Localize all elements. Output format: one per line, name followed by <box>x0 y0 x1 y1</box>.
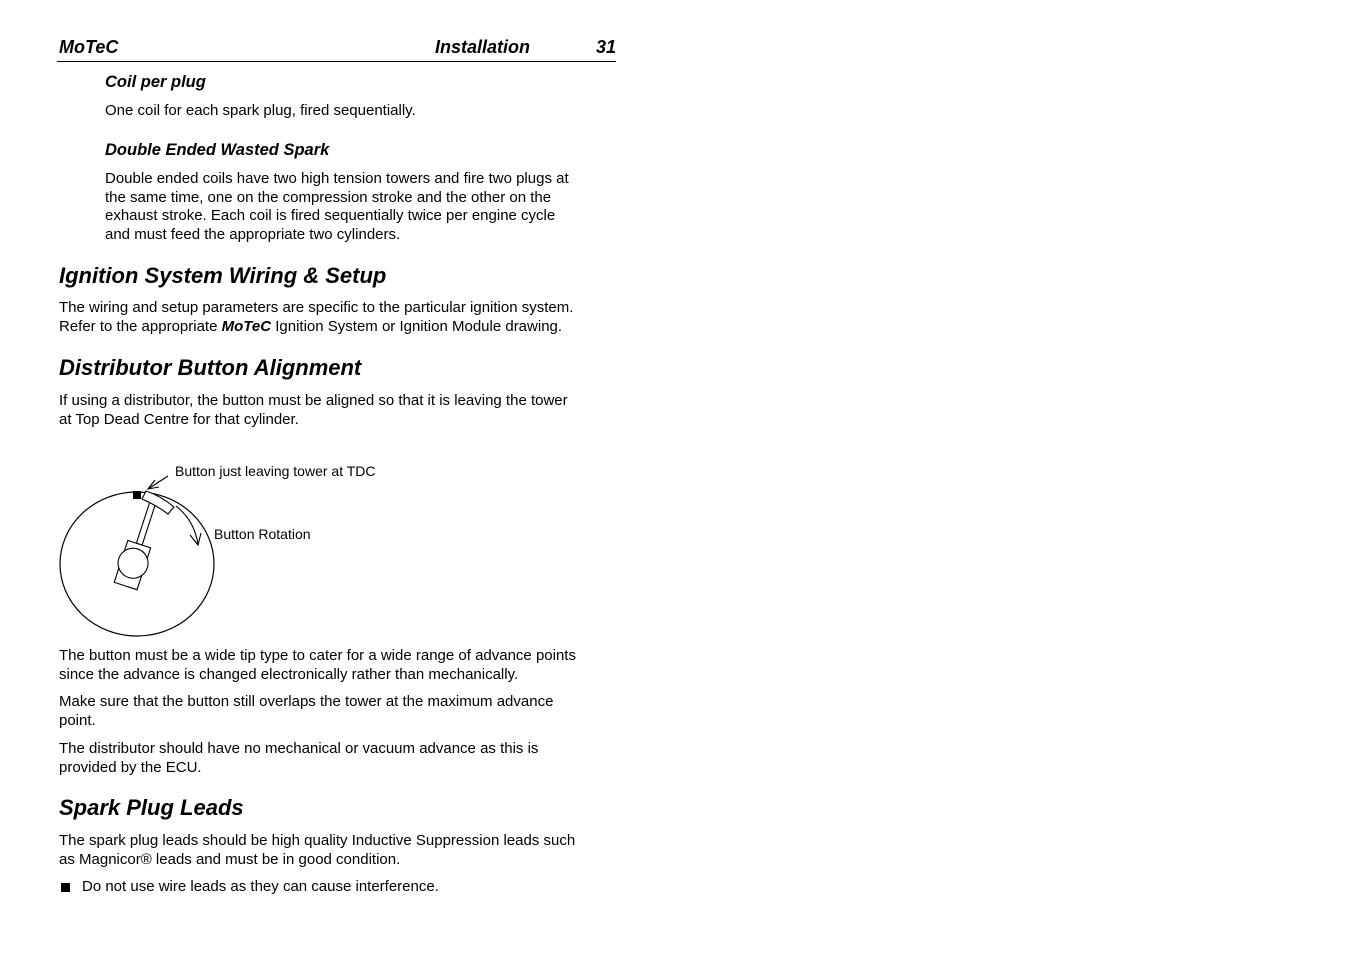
spark-leads-paragraph <box>59 832 575 869</box>
text-line: at Top Dead Centre for that cylinder. <box>59 410 299 428</box>
text-line: If using a distributor, the button must be aligned so that it is leaving the tower <box>59 392 568 409</box>
text-line: Double ended coils have two high tension towers and fire two plugs at <box>105 170 569 187</box>
rotation-arc <box>176 506 198 544</box>
coil-per-plug-heading: Coil per plug <box>105 73 206 91</box>
header-section: Installation <box>435 37 531 57</box>
text-segment: Ignition System or Ignition Module drawing. <box>271 317 563 335</box>
text-line: exhaust stroke. Each coil is fired sequentially twice per engine cycle <box>105 207 556 224</box>
page-number: 31 <box>595 37 616 57</box>
distributor-heading: Distributor Button Alignment <box>59 355 362 380</box>
label-button-rotation: Button Rotation <box>214 526 311 542</box>
text-line: since the advance is changed electronically rather than mechanically. <box>59 665 519 683</box>
wide-tip-paragraph <box>59 647 576 684</box>
text-line: and must feed the appropriate two cylinders. <box>105 225 401 243</box>
bullet-item-text: Do not use wire leads as they can cause interference. <box>82 878 439 895</box>
overlap-paragraph <box>59 693 553 730</box>
spark-leads-heading: Spark Plug Leads <box>59 795 244 820</box>
text-line: The distributor should have no mechanical or vacuum advance as this is <box>59 740 539 757</box>
double-ended-heading: Double Ended Wasted Spark <box>105 141 330 159</box>
text-line: point. <box>59 711 96 729</box>
tower-terminal-icon <box>133 491 141 499</box>
text-line: The spark plug leads should be high quality Inductive Suppression leads such <box>59 832 576 849</box>
ignition-wiring-heading: Ignition System Wiring & Setup <box>59 263 387 288</box>
text-line: Make sure that the button still overlaps the tower at the maximum advance <box>59 693 554 710</box>
text-line: as Magnicor® leads and must be in good condition. <box>59 850 401 868</box>
header-brand: MoTeC <box>59 37 119 57</box>
coil-per-plug-text: One coil for each spark plug, fired sequentially. <box>105 102 416 119</box>
text-line: the same time, one on the compression stroke and the other on the <box>105 188 552 206</box>
text-line: The button must be a wide tip type to cater for a wide range of advance points <box>59 647 576 664</box>
text-segment: Refer to the appropriate <box>59 317 222 335</box>
text-line: The wiring and setup parameters are specific to the particular ignition system. <box>59 299 574 316</box>
brand-name: MoTeC <box>221 317 272 335</box>
rotor-button-icon <box>111 496 167 591</box>
label-tower-tdc: Button just leaving tower at TDC <box>175 463 376 479</box>
text-line: provided by the ECU. <box>59 758 202 776</box>
square-bullet-icon <box>61 883 70 892</box>
pointer-arrowhead-icon <box>148 480 159 489</box>
no-advance-paragraph <box>59 740 538 777</box>
